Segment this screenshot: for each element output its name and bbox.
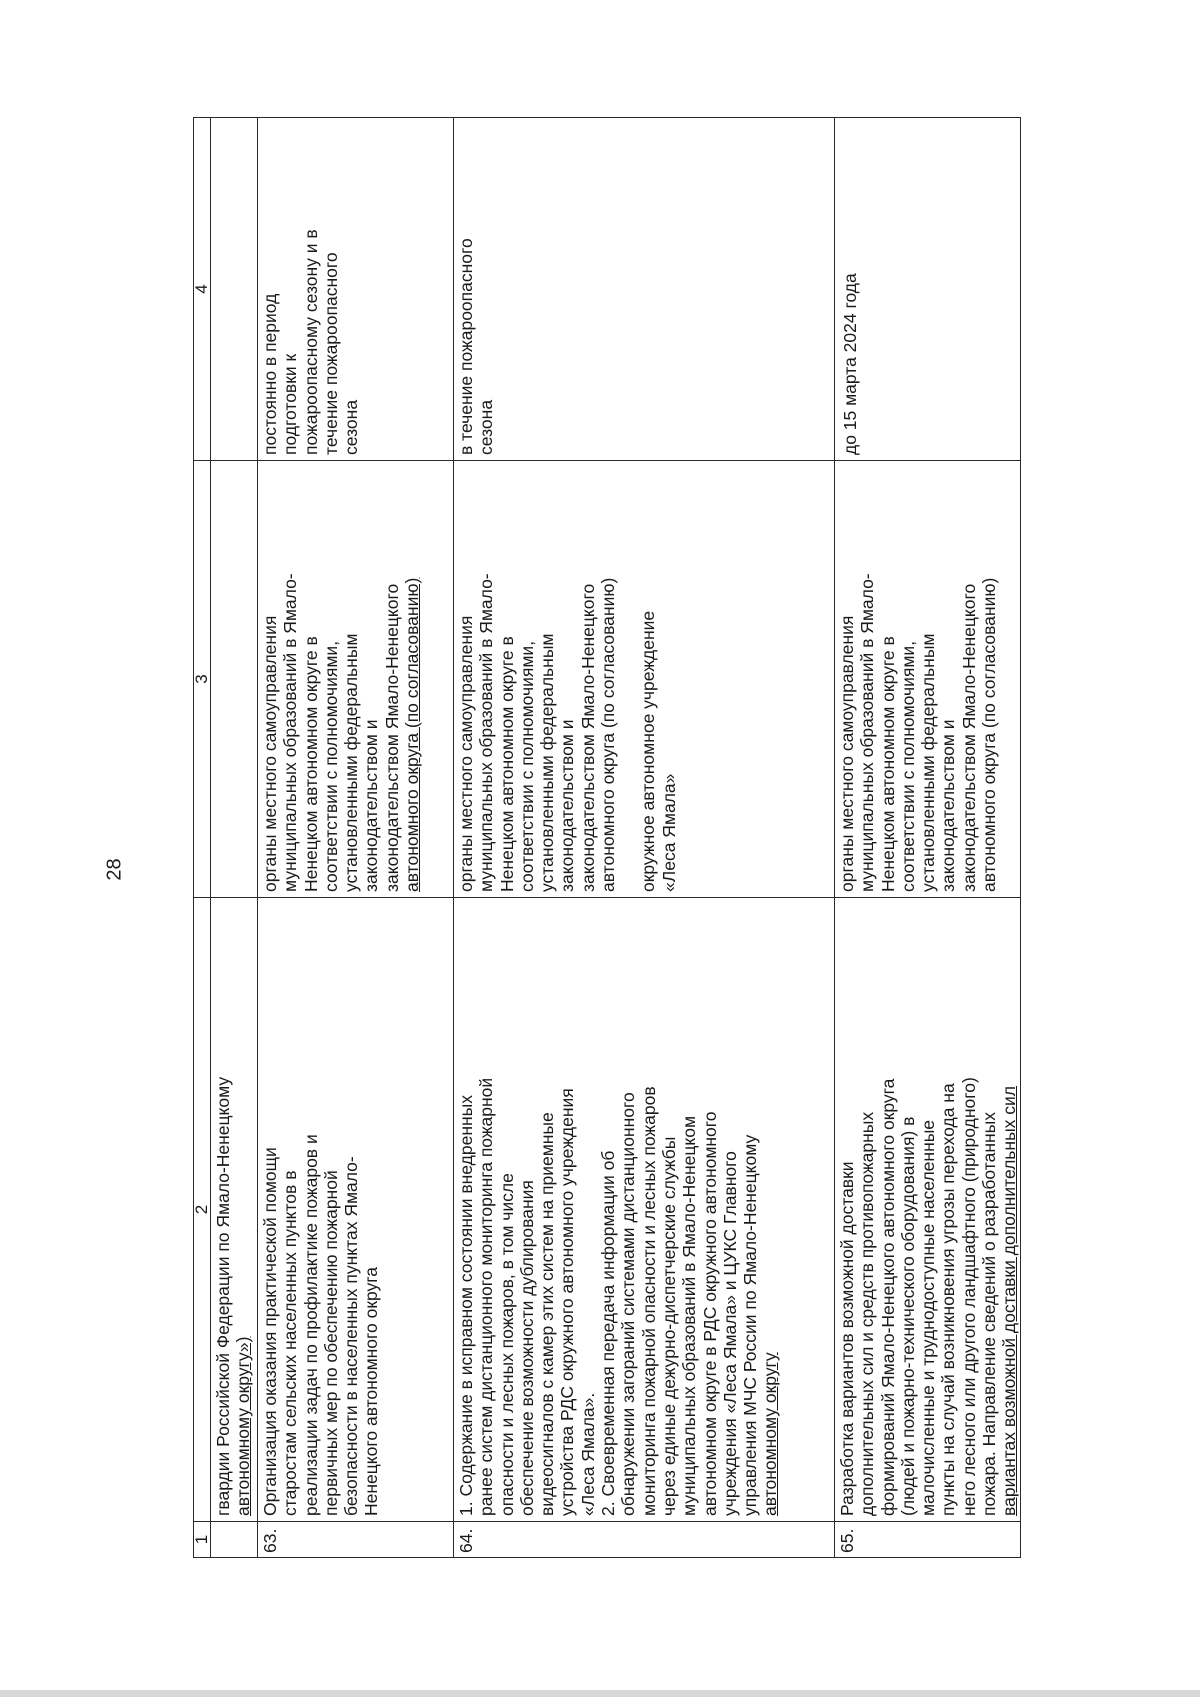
text-line: первичных мер по обеспечению пожарной	[320, 1170, 341, 1516]
table-row-63	[258, 118, 454, 1558]
spacer	[618, 466, 638, 892]
deadline-cell	[258, 118, 454, 461]
text-line: опасности и лесных пожаров, в том числе	[496, 1173, 517, 1516]
text-line: управления МЧС России по Ямало-Ненецкому	[740, 1134, 761, 1516]
row-number: 65.	[835, 1522, 1021, 1558]
text-line: органы местного самоуправления	[837, 615, 857, 892]
action-cell	[258, 898, 454, 1522]
text-line: гвардии Российской Федерации по Ямало-Ненецкому	[213, 1076, 233, 1516]
continuation-num-cell	[211, 1522, 258, 1558]
text-line: пожара. Направление сведений о разработанных	[979, 1112, 1000, 1516]
text-line: 1. Содержание в исправном состоянии внедренных	[456, 1095, 476, 1516]
text-line: Ненецком автономном округе в	[496, 636, 517, 892]
row-number: 64.	[454, 1522, 835, 1558]
text-line: органы местного самоуправления	[456, 615, 476, 892]
text-line: автономного округа (по согласованию)	[598, 577, 619, 892]
text-line: Ненецком автономном округе в	[300, 636, 321, 892]
text-line: в течение пожароопасного	[456, 238, 476, 455]
text-line: законодательством Ямало-Ненецкого	[381, 583, 402, 892]
text-line: формирований Ямало-Ненецкого автономного округа	[877, 1078, 898, 1516]
col-header-1: 1	[194, 1522, 211, 1558]
text-line: соответствии с полномочиями,	[897, 640, 918, 892]
text-line: старостам сельских населенных пунктов в	[280, 1170, 301, 1516]
text-line: законодательством Ямало-Ненецкого	[577, 583, 598, 892]
text-line: муниципальных образований в Ямало-	[280, 573, 301, 892]
text-line: законодательством и	[361, 719, 382, 892]
text-line: сезона	[341, 399, 362, 455]
responsible-cell	[454, 461, 835, 898]
continuation-action-cell	[211, 898, 258, 1522]
text-line: Ненецкого автономного округа	[361, 1267, 382, 1516]
text-line: органы местного самоуправления	[260, 615, 280, 892]
col-header-4: 4	[194, 118, 211, 461]
text-line: постоянно в период	[260, 293, 280, 455]
text-line: соответствии с полномочиями,	[516, 640, 537, 892]
text-line: устройства РДС окружного автономного учреждения	[557, 1088, 578, 1516]
text-line: обеспечение возможности дублирования	[516, 1180, 537, 1516]
action-cell	[835, 898, 1021, 1522]
text-line: «Леса Ямала»	[658, 773, 679, 892]
text-line: Организация оказания практической помощи	[260, 1147, 280, 1516]
text-line: установленными федеральным	[918, 633, 939, 892]
text-line: него лесного или другого ландшафтного (природного)	[958, 1077, 979, 1516]
text-line: автономном округе в РДС окружного автономного	[699, 1111, 720, 1516]
deadline-cell	[835, 118, 1021, 461]
col-header-2: 2	[194, 898, 211, 1522]
text-line: (людей и пожарно-технического оборудования) в	[897, 1116, 918, 1516]
col-header-3: 3	[194, 461, 211, 898]
continuation-responsible-cell	[211, 461, 258, 898]
text-line: вариантах возможной доставки дополнительных сил	[999, 1085, 1020, 1516]
text-line: муниципальных образований в Ямало-	[857, 573, 878, 892]
text-line: пункты на случай возникновения угрозы перехода на	[938, 1083, 959, 1516]
table-row-64	[454, 118, 835, 1558]
text-line: видеосигналов с камер этих систем на приемные	[537, 1112, 558, 1516]
text-line: ранее систем дистанционного мониторинга пожарной	[476, 1077, 497, 1516]
text-line: Разработка вариантов возможной доставки	[837, 1161, 857, 1516]
text-line: «Леса Ямала».	[577, 1392, 598, 1516]
text-line: до 15 марта 2024 года	[840, 273, 860, 455]
action-cell	[454, 898, 835, 1522]
row-number: 63.	[258, 1522, 454, 1558]
text-line: подготовки к	[280, 353, 301, 455]
text-line: через единые дежурно-диспетчерские службы	[658, 1136, 679, 1516]
text-line: мониторинга пожарной опасности и лесных пожаров	[638, 1086, 659, 1516]
text-line: сезона	[476, 399, 497, 455]
text-line: пожароопасному сезону и в	[300, 229, 321, 455]
text-line: установленными федеральным	[537, 633, 558, 892]
header-row	[194, 118, 211, 1558]
responsible-cell	[258, 461, 454, 898]
text-line: законодательством Ямало-Ненецкого	[958, 583, 979, 892]
deadline-cell	[454, 118, 835, 461]
text-line: автономного округа (по согласованию)	[979, 577, 1000, 892]
text-line: установленными федеральным	[341, 633, 362, 892]
text-line: соответствии с полномочиями,	[320, 640, 341, 892]
text-line: течение пожароопасного	[320, 252, 341, 455]
text-line: законодательством и	[938, 719, 959, 892]
text-line: 2. Своевременная передача информации об	[598, 1150, 619, 1516]
measures-table	[193, 117, 1021, 1558]
continuation-deadline-cell	[211, 118, 258, 461]
scan-bottom-edge	[0, 1690, 1200, 1697]
text-line: обнаружении загораний системами дистанционного	[618, 1092, 639, 1516]
text-line: малочисленные и труднодоступные населенные	[918, 1119, 939, 1516]
text-line: Ненецком автономном округе в	[877, 636, 898, 892]
text-line: дополнительных сил и средств противопожарных	[857, 1111, 878, 1516]
text-line: автономному округу	[760, 1352, 781, 1516]
responsible-cell	[835, 461, 1021, 898]
text-line: законодательством и	[557, 719, 578, 892]
text-line: реализации задач по профилактике пожаров и	[300, 1134, 321, 1516]
text-line: безопасности в населенных пунктах Ямало-	[341, 1156, 362, 1516]
text-line: автономного округа (по согласованию)	[402, 577, 423, 892]
text-line: муниципальных образований в Ямало-	[476, 573, 497, 892]
text-line: муниципальных образований в Ямало-Ненецком	[679, 1115, 700, 1516]
text-line: окружное автономное учреждение	[638, 610, 659, 892]
text-line: учреждения «Леса Ямала» и ЦУКС Главного	[719, 1151, 740, 1516]
continuation-row	[211, 118, 258, 1558]
text-line: автономному округу»)	[233, 1336, 254, 1516]
page-number: 28	[103, 858, 126, 881]
table-row-65	[835, 118, 1021, 1558]
rotated-page-table	[192, 118, 1020, 1558]
